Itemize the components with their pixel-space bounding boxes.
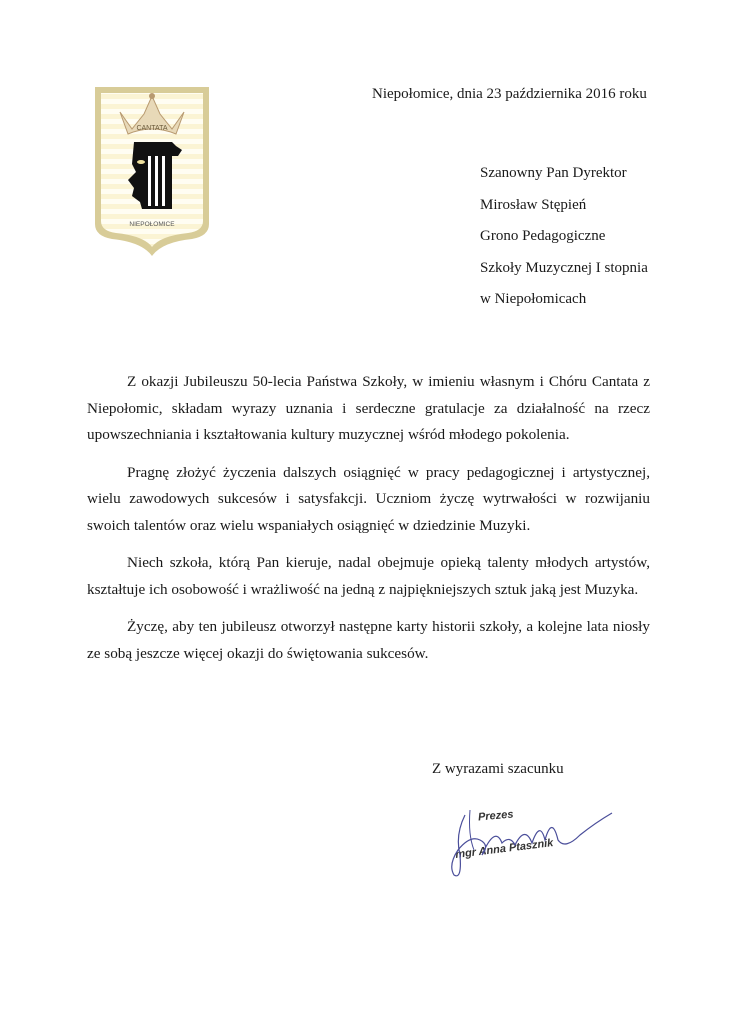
recipient-line: Mirosław Stępień — [480, 196, 587, 213]
recipient-address — [480, 158, 648, 316]
date-line: Niepołomice, dnia 23 października 2016 roku — [372, 86, 647, 102]
recipient-line: Szanowny Pan Dyrektor — [480, 165, 627, 181]
letter-body — [87, 369, 650, 678]
recipient-line: w Niepołomicach — [480, 291, 587, 307]
logo-text: NIEPOŁOMICE — [129, 221, 175, 228]
stamp-title: Prezes — [477, 808, 514, 824]
paragraph: Z okazji Jubileuszu 50-lecia Państwa Szkoły, w imieniu własnym i Chóru Cantata z Niepołomic, składam wyrazy uznania i serdeczne gratulacje za działalność na rzecz upowszechniania i kształtowania kultury muzycznej wśród młodego pokolenia. — [87, 373, 650, 443]
recipient-line: Grono Pedagogiczne — [480, 228, 606, 244]
svg-text:CANTATA: CANTATA — [136, 125, 168, 132]
stamp-name: mgr Anna Ptasznik — [454, 837, 554, 861]
cantata-choir-logo — [92, 84, 212, 259]
paragraph: Życzę, aby ten jubileusz otworzył następne karty historii szkoły, a kolejne lata niosły ze sobą jeszcze więcej okazji do świętowania sukcesów. — [87, 618, 650, 662]
paragraph: Niech szkoła, którą Pan kieruje, nadal obejmuje opieką talenty młodych artystów, kształtuje ich osobowość i wrażliwość na jedną z najpiękniejszych sztuk jaką jest Muzyka. — [87, 554, 650, 598]
handwritten-signature — [440, 795, 620, 885]
paragraph: Pragnę złożyć życzenia dalszych osiągnięć w pracy pedagogicznej i artystycznej, wielu zawodowych sukcesów i satysfakcji. Uczniom życzę wytrwałości w rozwijaniu swoich talentów oraz wielu wspaniałych osiągnięć w dziedzinie Muzyki. — [87, 463, 650, 534]
closing: Z wyrazami szacunku — [432, 761, 564, 777]
recipient-line: Szkoły Muzycznej I stopnia — [480, 259, 648, 276]
